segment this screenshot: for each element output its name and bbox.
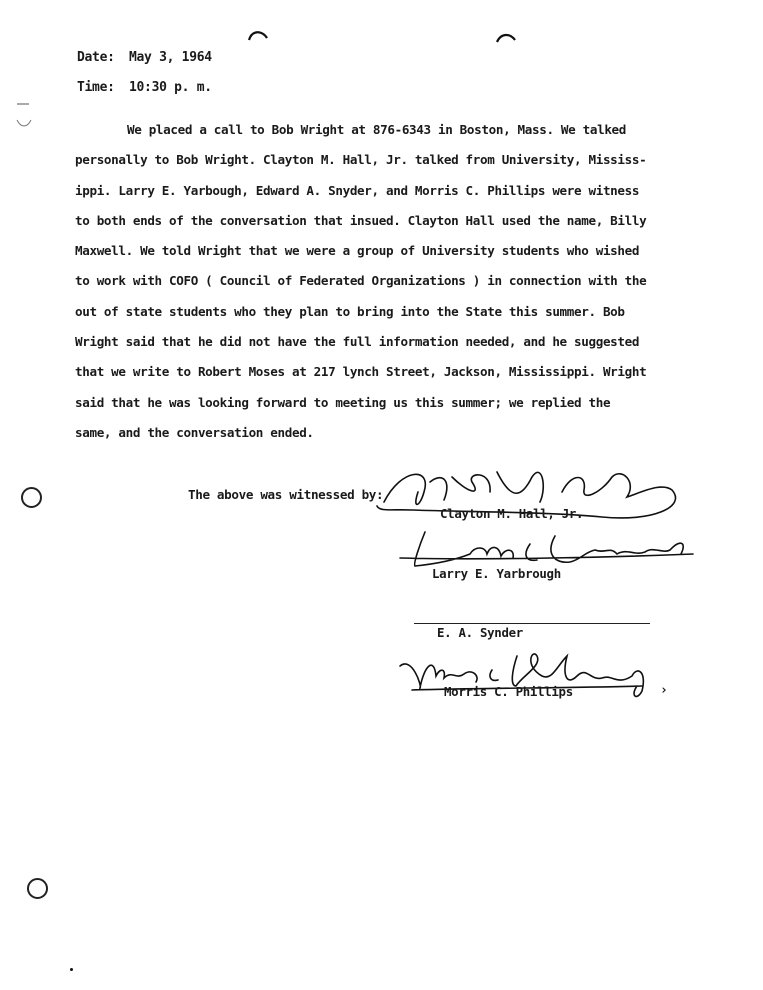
- time-row: [77, 80, 212, 95]
- date-row: [77, 50, 212, 65]
- time-value: 10:30 p. m.: [129, 80, 212, 95]
- paragraph-line: ippi. Larry E. Yarbough, Edward A. Snyder, and Morris C. Phillips were witness: [75, 182, 640, 198]
- witness-name-phillips: Morris C. Phillips: [444, 684, 573, 699]
- date-label: Date:: [77, 50, 115, 65]
- paragraph-line: same, and the conversation ended.: [75, 424, 314, 440]
- stray-mark: ›: [660, 683, 668, 698]
- paragraph-line: that we write to Robert Moses at 217 lynch Street, Jackson, Mississippi. Wright: [75, 364, 647, 380]
- scan-mark: [13, 100, 35, 130]
- memo-paragraph: [75, 122, 680, 455]
- signature-line: [414, 623, 650, 624]
- paragraph-line: to both ends of the conversation that insued. Clayton Hall used the name, Billy: [75, 212, 647, 228]
- paragraph-line: personally to Bob Wright. Clayton M. Hall, Jr. talked from University, Mississ-: [75, 152, 647, 168]
- paragraph-line: to work with COFO ( Council of Federated Organizations ) in connection with the: [75, 273, 647, 289]
- witness-name-yarbrough: Larry E. Yarbrough: [432, 566, 561, 581]
- witness-label: The above was witnessed by:: [188, 487, 384, 502]
- punch-hole: [21, 487, 42, 508]
- date-value: May 3, 1964: [129, 50, 212, 65]
- paragraph-line: out of state students who they plan to bring into the State this summer. Bob: [75, 303, 625, 319]
- paragraph-line: Wright said that he did not have the full information needed, and he suggested: [75, 334, 640, 350]
- scan-mark: [246, 28, 270, 42]
- time-label: Time:: [77, 80, 115, 95]
- paragraph-line: said that he was looking forward to meeting us this summer; we replied the: [75, 394, 611, 410]
- witness-name-snyder: E. A. Synder: [437, 625, 523, 640]
- paragraph-line: Maxwell. We told Wright that we were a group of University students who wished: [75, 243, 640, 259]
- scan-dot: [70, 968, 73, 971]
- witness-name-hall: Clayton M. Hall, Jr.: [440, 506, 584, 521]
- punch-hole: [27, 878, 48, 899]
- paragraph-line: We placed a call to Bob Wright at 876-6343 in Boston, Mass. We talked: [127, 122, 627, 137]
- scan-mark: [494, 30, 518, 44]
